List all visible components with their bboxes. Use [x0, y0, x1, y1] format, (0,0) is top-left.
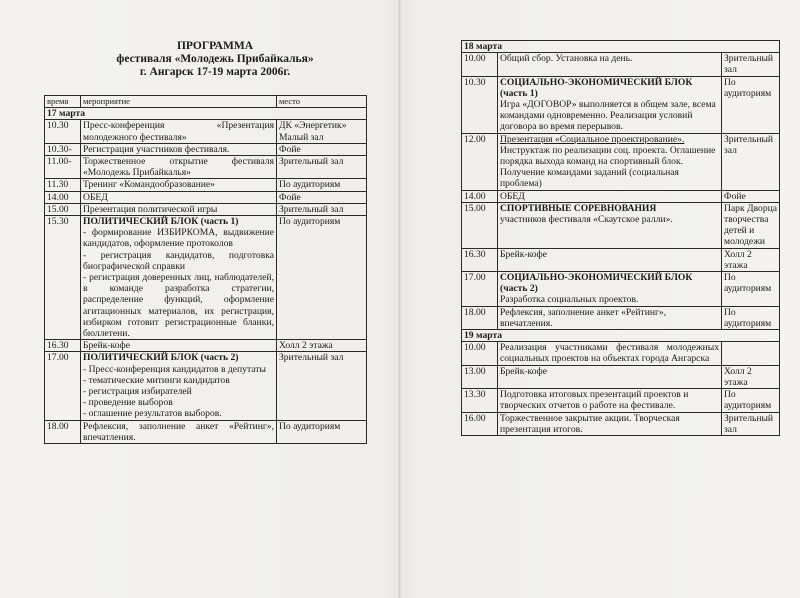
place-cell: По аудиториям — [277, 420, 367, 443]
time-cell: 16.30 — [462, 248, 498, 271]
day-label: 19 марта — [462, 330, 780, 342]
block-title: СОЦИАЛЬНО-ЭКОНОМИЧЕСКИЙ БЛОК (часть 2) — [500, 272, 693, 295]
place-cell: По аудиториям — [722, 272, 780, 307]
header-event: мероприятие — [81, 96, 277, 108]
time-cell: 15.00 — [462, 202, 498, 248]
page-fold — [398, 0, 401, 598]
table-row — [462, 272, 780, 307]
time-cell: 13.30 — [462, 389, 498, 412]
table-row — [462, 389, 780, 412]
event-cell: Регистрация участников фестиваля. — [81, 143, 277, 155]
block-title: Презентация «Социальное проектирование». — [500, 133, 685, 145]
table-row — [462, 342, 780, 365]
table-row — [45, 420, 367, 443]
day-label: 17 марта — [45, 108, 367, 120]
place-cell: По аудиториям — [277, 179, 367, 191]
place-cell: Зрительный зал — [722, 133, 780, 190]
time-cell: 14.00 — [462, 190, 498, 202]
place-cell: Холл 2 этажа — [722, 248, 780, 271]
place-cell: Холл 2 этажа — [277, 340, 367, 352]
place-cell: Зрительный зал — [277, 203, 367, 215]
event-cell: Презентация политической игры — [81, 203, 277, 215]
block-text: участников фестиваля «Скаутское ралли». — [500, 214, 673, 226]
event-cell — [81, 352, 277, 420]
day-row — [462, 330, 780, 342]
event-cell: Рефлексия, заполнение анкет «Рейтинг», впечатления. — [81, 420, 277, 443]
table-row — [462, 306, 780, 329]
time-cell: 11.30 — [45, 179, 81, 191]
block-title: ПОЛИТИЧЕСКИЙ БЛОК (часть 2) — [83, 352, 239, 364]
day-label: 18 марта — [462, 41, 780, 53]
event-cell: ОБЕД — [498, 190, 722, 202]
block-text: Разработка социальных проектов. — [500, 294, 639, 306]
block-item: - оглашение результатов выборов. — [83, 408, 222, 420]
block-item: - регистрация кандидатов, подготовка биографической справки — [83, 249, 274, 272]
place-cell: Зрительный зал — [722, 53, 780, 76]
table-row — [462, 248, 780, 271]
table-row — [45, 191, 367, 203]
place-cell — [722, 342, 780, 365]
place-cell: По аудиториям — [722, 389, 780, 412]
place-cell: Зрительный зал — [722, 412, 780, 435]
time-cell: 10.00 — [462, 342, 498, 365]
block-item: - проведение выборов — [83, 397, 173, 409]
table-row — [45, 203, 367, 215]
time-cell: 16.00 — [462, 412, 498, 435]
event-cell: Брейк-кофе — [498, 248, 722, 271]
block-item: - формирование ИЗБИРКОМА, выдвижение кандидатов, оформление протоколов — [83, 227, 274, 250]
block-item: - регистрация доверенных лиц, наблюдателей, в команде разработка стратегии, распределение функций, оформление агитационных материалов, их регистрация, избирком готовит регистрационные бланки, бюллетени. — [83, 272, 274, 340]
table-row — [45, 120, 367, 143]
time-cell: 18.00 — [45, 420, 81, 443]
place-cell: Парк Дворца творчества детей и молодежи — [722, 202, 780, 248]
place-cell: Холл 2 этажа — [722, 365, 780, 388]
place-cell: Фойе — [722, 190, 780, 202]
event-cell: ОБЕД — [81, 191, 277, 203]
block-title: СОЦИАЛЬНО-ЭКОНОМИЧЕСКИЙ БЛОК (часть 1) — [500, 76, 693, 99]
block-item: - регистрация избирателей — [83, 386, 192, 398]
table-row — [462, 202, 780, 248]
event-cell — [498, 133, 722, 190]
schedule-table-day1 — [44, 95, 367, 444]
header-time: время — [45, 96, 81, 108]
time-cell: 10.30 — [45, 120, 81, 143]
table-row — [462, 76, 780, 133]
time-cell: 17.00 — [462, 272, 498, 307]
block-item: - тематические митинги кандидатов — [83, 374, 230, 386]
table-row — [462, 412, 780, 435]
schedule-table-day2-3 — [461, 40, 780, 436]
block-text: Инструктаж по реализации соц. проекта. Оглашение порядка выхода команд на спортивный блок. Получение командами заданий (социальная проблема) — [500, 144, 716, 190]
table-row — [45, 143, 367, 155]
event-cell — [498, 272, 722, 307]
table-header-row — [45, 96, 367, 108]
event-cell: Тренинг «Командообразование» — [81, 179, 277, 191]
time-cell: 18.00 — [462, 306, 498, 329]
table-row — [462, 53, 780, 76]
event-cell: Общий сбор. Установка на день. — [498, 53, 722, 76]
title-line-1: ПРОГРАММА — [176, 40, 254, 52]
header-place: место — [277, 96, 367, 108]
day-row — [462, 41, 780, 53]
title-line-2: фестиваля «Молодежь Прибайкалья» — [116, 53, 314, 65]
block-title: СПОРТИВНЫЕ СОРЕВНОВАНИЯ — [500, 202, 657, 214]
block-text: Игра «ДОГОВОР» выполняется в общем зале, всема командами одновременно. Реализация условий договора во время перерывов. — [500, 99, 716, 133]
title-line-3: г. Ангарск 17-19 марта 2006г. — [139, 66, 291, 78]
time-cell: 15.00 — [45, 203, 81, 215]
time-cell: 10.30 — [462, 76, 498, 133]
place-cell: По аудиториям — [722, 306, 780, 329]
time-cell: 12.00 — [462, 133, 498, 190]
event-cell: Брейк-кофе — [498, 365, 722, 388]
day-row — [45, 108, 367, 120]
place-cell: Зрительный зал — [277, 352, 367, 420]
table-row — [45, 340, 367, 352]
table-row — [462, 133, 780, 190]
table-row — [45, 156, 367, 179]
event-cell: Реализация участниками фестиваля молодежных социальных проектов на объектах города Ангарска — [498, 342, 722, 365]
event-cell — [498, 76, 722, 133]
block-item: - Пресс-конференция кандидатов в депутаты — [83, 363, 266, 375]
block-title: ПОЛИТИЧЕСКИЙ БЛОК (часть 1) — [83, 216, 239, 228]
place-cell: По аудиториям — [277, 216, 367, 340]
table-row — [462, 365, 780, 388]
place-cell: Фойе — [277, 143, 367, 155]
time-cell: 14.00 — [45, 191, 81, 203]
time-cell: 17.00 — [45, 352, 81, 420]
time-cell: 15.30 — [45, 216, 81, 340]
event-cell: Рефлексия, заполнение анкет «Рейтинг», впечатления. — [498, 306, 722, 329]
program-title — [60, 40, 370, 79]
event-cell: Брейк-кофе — [81, 340, 277, 352]
table-row — [45, 352, 367, 420]
place-cell: Фойе — [277, 191, 367, 203]
table-row — [45, 179, 367, 191]
place-cell: ДК «Энергетик» Малый зал — [277, 120, 367, 143]
event-cell — [498, 202, 722, 248]
time-cell: 10.00 — [462, 53, 498, 76]
event-cell: Торжественное открытие фестиваля «Молодежь Прибайкалья» — [81, 156, 277, 179]
event-cell: Пресс-конференция «Презентация молодежного фестиваля» — [81, 120, 277, 143]
time-cell: 10.30- — [45, 143, 81, 155]
time-cell: 13.00 — [462, 365, 498, 388]
event-cell — [81, 216, 277, 340]
event-cell: Торжественное закрытие акции. Творческая презентация итогов. — [498, 412, 722, 435]
event-cell: Подготовка итоговых презентаций проектов и творческих отчетов о работе на фестивале. — [498, 389, 722, 412]
place-cell: Зрительный зал — [277, 156, 367, 179]
time-cell: 11.00- — [45, 156, 81, 179]
table-row — [45, 216, 367, 340]
place-cell: По аудиториям — [722, 76, 780, 133]
table-row — [462, 190, 780, 202]
time-cell: 16.30 — [45, 340, 81, 352]
